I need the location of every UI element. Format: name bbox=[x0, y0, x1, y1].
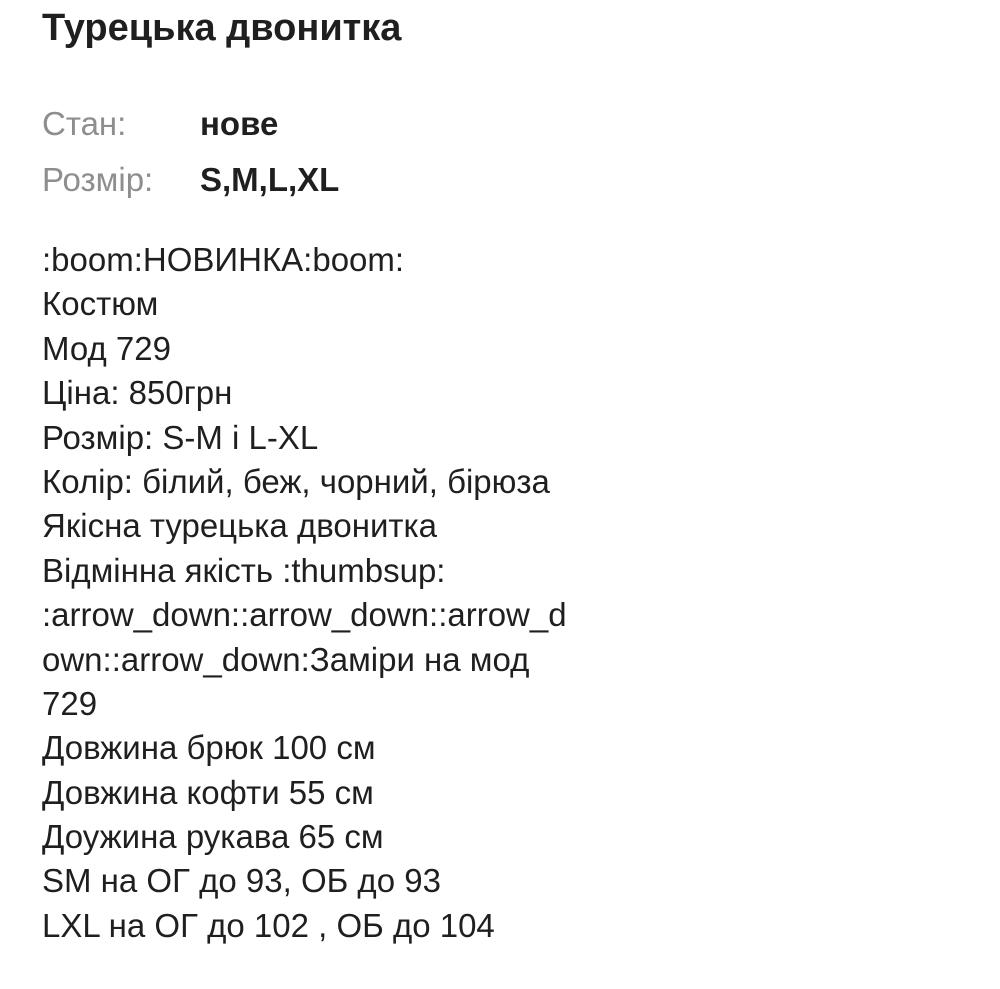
description-line: Довжина брюк 100 см bbox=[42, 729, 376, 767]
description-line: Костюм bbox=[42, 285, 159, 323]
description-line: :arrow_down::arrow_down::arrow_d bbox=[42, 596, 567, 634]
property-label: Стан: bbox=[42, 105, 127, 142]
description-line: Доужина рукава 65 см bbox=[42, 818, 384, 856]
property-value: S,M,L,XL bbox=[200, 161, 340, 198]
description-line: Довжина кофти 55 см bbox=[42, 773, 374, 811]
listing-properties bbox=[42, 101, 339, 213]
description-line: Колір: білий, беж, чорний, бірюза bbox=[42, 462, 550, 500]
description-line: Якісна турецька двонитка bbox=[42, 507, 438, 545]
property-label: Розмір: bbox=[42, 161, 154, 198]
property-value: нове bbox=[200, 105, 279, 142]
property-condition bbox=[42, 101, 339, 157]
listing-description bbox=[42, 238, 642, 948]
description-line: LXL на ОГ до 102 , ОБ до 104 bbox=[42, 906, 495, 944]
description-line: own::arrow_down:Заміри на мод bbox=[42, 640, 530, 678]
description-line: SM на ОГ до 93, ОБ до 93 bbox=[42, 862, 441, 900]
property-size bbox=[42, 157, 339, 213]
description-line: 729 bbox=[42, 684, 98, 722]
description-line: Мод 729 bbox=[42, 329, 171, 367]
description-line: Розмір: S-M і L-XL bbox=[42, 418, 319, 456]
description-line: Відмінна якість :thumbsup: bbox=[42, 551, 446, 589]
description-line: :boom:НОВИНКА:boom: bbox=[42, 241, 405, 278]
listing-title: Турецька двонитка bbox=[42, 7, 402, 49]
description-line: Ціна: 850грн bbox=[42, 374, 233, 412]
